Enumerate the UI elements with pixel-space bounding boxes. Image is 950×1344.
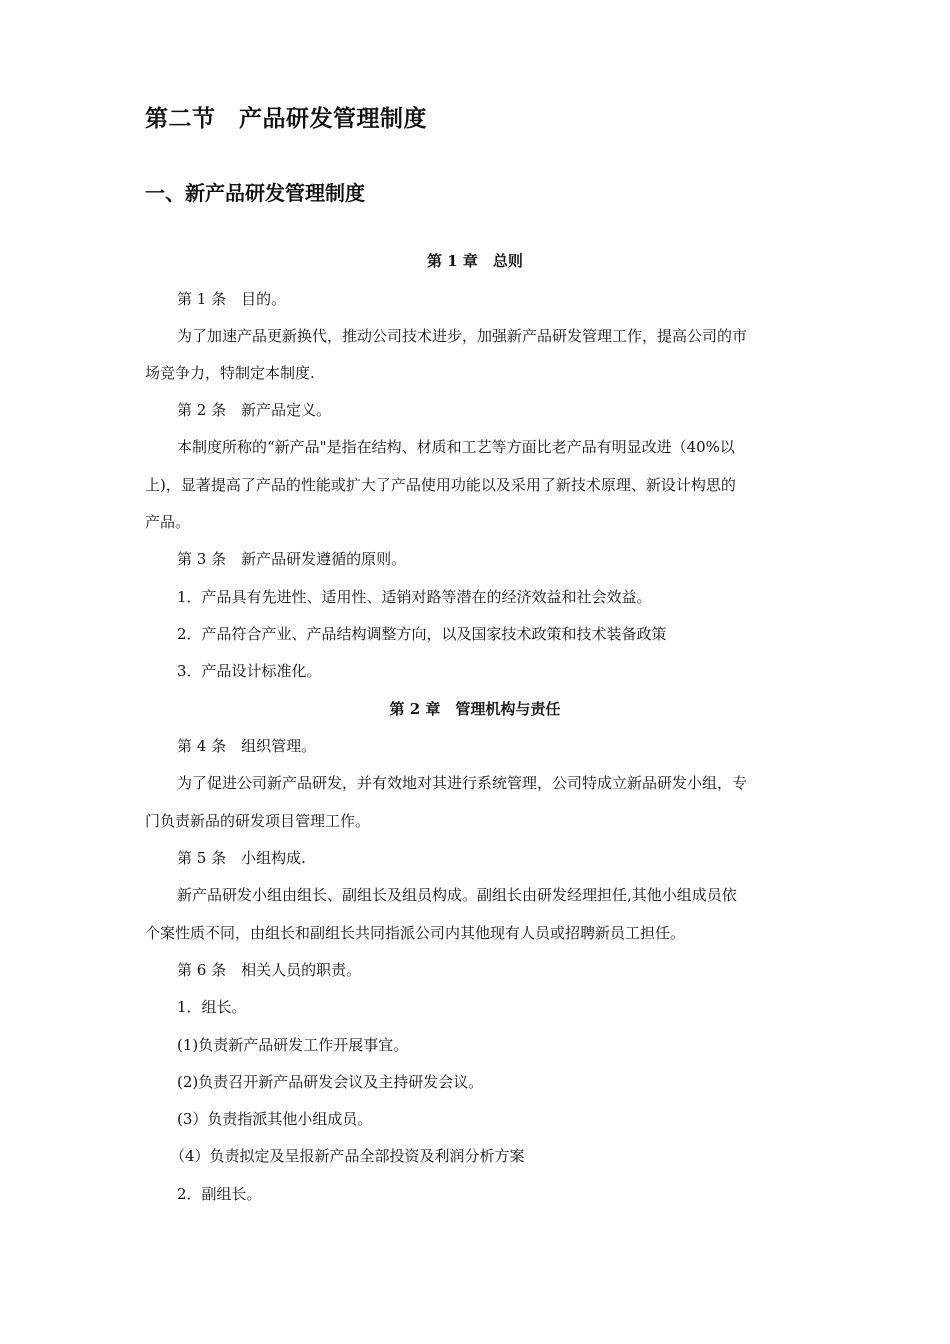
article-2-text-line-2: 上)，显著提高了产品的性能或扩大了产品使用功能以及采用了新技术原理、新设计构思的 [145,476,736,494]
article-4-text-line-2: 门负责新品的研发项目管理工作。 [145,812,371,830]
article-3-item-1: 1．产品具有先进性、适用性、适销对路等潜在的经济效益和社会效益。 [177,588,652,606]
article-6-subitem-2: (2)负责召开新产品研发会议及主持研发会议。 [177,1073,484,1091]
article-3-item-3: 3．产品设计标准化。 [177,662,322,680]
article-4-title: 第 4 条 组织管理。 [177,737,317,755]
chapter-2-heading: 第 2 章 管理机构与责任 [389,700,561,718]
article-6-title: 第 6 条 相关人员的职责。 [177,961,362,979]
article-5-title: 第 5 条 小组构成. [177,849,306,867]
article-1-text-line-1: 为了加速产品更新换代，推动公司技术进步，加强新产品研发管理工作，提高公司的市 [177,327,748,345]
article-1-text-line-2: 场竞争力，特制定本制度. [145,364,315,382]
article-2-text-line-3: 产品。 [145,513,191,531]
chapter-1-heading: 第 1 章 总则 [427,252,523,270]
subsection-title: 一、新产品研发管理制度 [145,181,365,205]
article-1-title: 第 1 条 目的。 [177,290,287,308]
article-6-subitem-3: (3）负责指派其他小组成员。 [177,1110,373,1128]
article-2-text-line-1: 本制度所称的“新产品"是指在结构、材质和工艺等方面比老产品有明显改进（40%以 [177,438,735,456]
article-6-subitem-4: （4）负责拟定及呈报新产品全部投资及利润分析方案 [170,1147,525,1165]
article-4-text-line-1: 为了促进公司新产品研发，并有效地对其进行系统管理，公司特成立新品研发小组，专 [177,774,748,792]
section-title: 第二节 产品研发管理制度 [145,105,427,132]
article-3-item-2: 2．产品符合产业、产品结构调整方向，以及国家技术政策和技术装备政策 [177,625,667,643]
article-2-title: 第 2 条 新产品定义。 [177,401,332,419]
article-6-item-1: 1．组长。 [177,998,247,1016]
article-6-item-2: 2．副组长。 [177,1185,262,1203]
article-5-text-line-2: 个案性质不同，由组长和副组长共同指派公司内其他现有人员或招聘新员工担任。 [145,924,686,942]
article-5-text-line-1: 新产品研发小组由组长、副组长及组员构成。副组长由研发经理担任,其他小组成员依 [177,886,737,904]
article-6-subitem-1: (1)负责新产品研发工作开展事宜。 [177,1036,409,1054]
article-3-title: 第 3 条 新产品研发遵循的原则。 [177,550,407,568]
